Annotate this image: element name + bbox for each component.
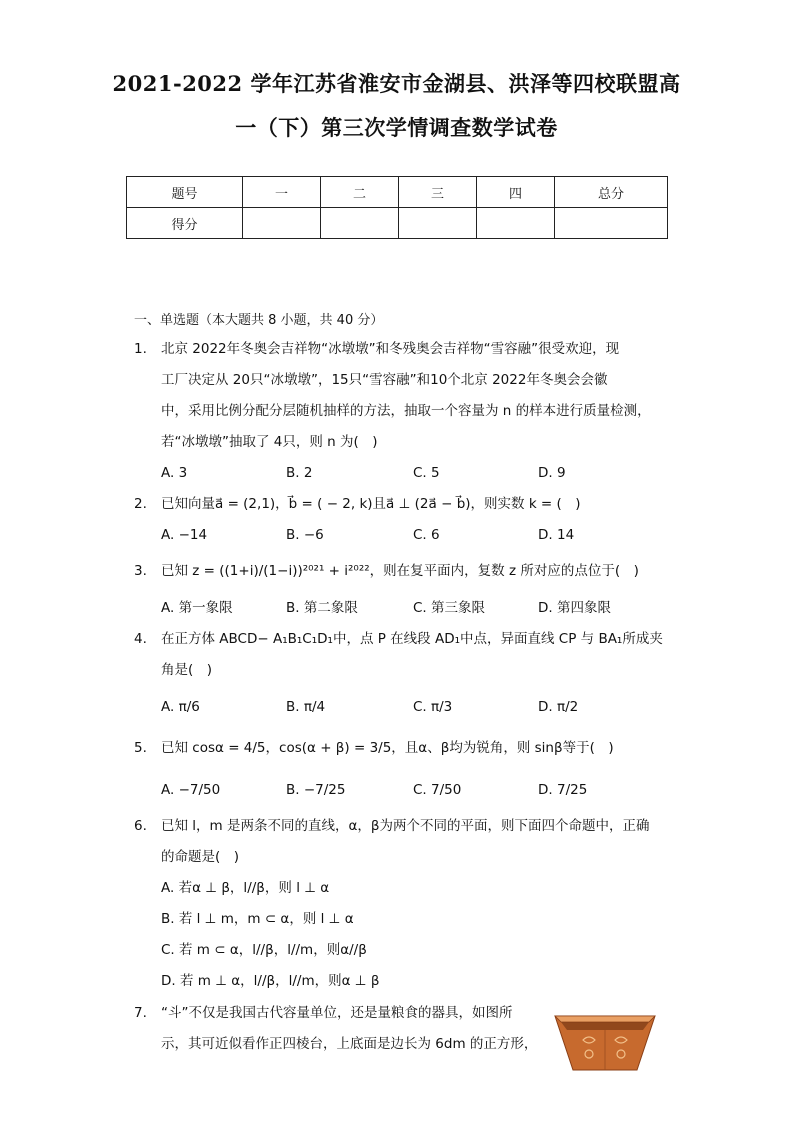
score-table-score-row — [127, 208, 668, 239]
option-a[interactable]: A. −14 — [161, 527, 208, 543]
question-text-line: 在正方体 ABCD− A₁B₁C₁D₁中，点 P 在线段 AD₁中点，异面直线 CP 与 BA₁所成夹 — [161, 631, 663, 647]
question-number: 3. — [134, 563, 147, 579]
option-b[interactable]: B. 第二象限 — [286, 600, 358, 616]
question-text-line: 示，其可近似看作正四棱台，上底面是边长为 6dm 的正方形， — [161, 1036, 538, 1052]
exam-title-line-2: 一（下）第三次学情调查数学试卷 — [235, 115, 558, 140]
score-header-cell: 总分 — [555, 177, 668, 208]
score-row-label: 得分 — [127, 208, 243, 239]
score-cell[interactable] — [321, 208, 399, 239]
option-b[interactable]: B. π/4 — [286, 699, 326, 715]
question-number: 1. — [134, 341, 147, 357]
score-cell[interactable] — [555, 208, 668, 239]
option-a[interactable]: A. −7/50 — [161, 782, 221, 798]
question-text-line: 的命题是( ) — [161, 849, 240, 865]
answer-options — [161, 775, 666, 805]
option-c[interactable]: C. 第三象限 — [413, 600, 486, 616]
section-heading: 一、单选题（本大题共 8 小题，共 40 分） — [134, 313, 384, 328]
option-c[interactable]: C. 7/50 — [413, 782, 462, 798]
option-d[interactable]: D. 第四象限 — [538, 600, 611, 616]
question-number: 4. — [134, 631, 147, 647]
score-cell[interactable] — [399, 208, 477, 239]
option-b[interactable]: B. −7/25 — [286, 782, 346, 798]
answer-options — [161, 692, 666, 722]
score-table-header-row — [127, 177, 668, 208]
option-a[interactable]: A. 3 — [161, 465, 188, 481]
score-header-cell: 题号 — [127, 177, 243, 208]
option-d[interactable]: D. 9 — [538, 465, 566, 481]
option-d[interactable]: D. 若 m ⊥ α，l//β，l//m，则α ⊥ β — [161, 973, 380, 989]
question-text-line: 角是( ) — [161, 662, 213, 678]
question-number: 5. — [134, 740, 147, 756]
question-text-line: 已知 z = ((1+i)/(1−i))²⁰²¹ + i²⁰²²，则在复平面内，复数 z 所对应的点位于( ) — [161, 563, 639, 579]
score-cell[interactable] — [243, 208, 321, 239]
score-header-cell: 一 — [243, 177, 321, 208]
option-d[interactable]: D. π/2 — [538, 699, 579, 715]
question-text-line: 已知 l，m 是两条不同的直线，α，β为两个不同的平面，则下面四个命题中，正确 — [161, 818, 650, 834]
question-text-line: 中，采用比例分配分层随机抽样的方法，抽取一个容量为 n 的样本进行质量检测， — [161, 403, 651, 419]
score-header-cell: 二 — [321, 177, 399, 208]
answer-options — [161, 593, 666, 623]
option-d[interactable]: D. 14 — [538, 527, 575, 543]
option-b[interactable]: B. 若 l ⊥ m，m ⊂ α，则 l ⊥ α — [161, 911, 354, 927]
option-a[interactable]: A. π/6 — [161, 699, 200, 715]
score-header-cell: 三 — [399, 177, 477, 208]
score-table — [126, 176, 668, 239]
question-text-line: “斗”不仅是我国古代容量单位，还是量粮食的器具，如图所 — [161, 1005, 513, 1021]
option-c[interactable]: C. 若 m ⊂ α，l//β，l//m，则α//β — [161, 942, 367, 958]
answer-options — [161, 458, 666, 488]
question-text-line: 北京 2022年冬奥会吉祥物“冰墩墩”和冬残奥会吉祥物“雪容融”很受欢迎，现 — [161, 341, 620, 357]
option-c[interactable]: C. π/3 — [413, 699, 453, 715]
question-number: 2. — [134, 496, 147, 512]
question-number: 7. — [134, 1005, 147, 1021]
option-c[interactable]: C. 5 — [413, 465, 440, 481]
question-text-line: 已知向量a⃗ = (2,1)，b⃗ = ( − 2, k)且a⃗ ⊥ (2a⃗ − b⃗)，则实数 k = ( ) — [161, 496, 581, 512]
score-header-cell: 四 — [477, 177, 555, 208]
question-text-line: 工厂决定从 20只“冰墩墩”，15只“雪容融”和10个北京 2022年冬奥会会徽 — [161, 372, 608, 388]
score-cell[interactable] — [477, 208, 555, 239]
exam-title-line-1: 2021-2022 学年江苏省淮安市金湖县、洪泽等四校联盟高 — [112, 71, 681, 96]
dou-measure-illustration — [553, 1010, 657, 1074]
question-number: 6. — [134, 818, 147, 834]
option-a[interactable]: A. 若α ⊥ β，l//β，则 l ⊥ α — [161, 880, 330, 896]
option-a[interactable]: A. 第一象限 — [161, 600, 233, 616]
question-text-line: 若“冰墩墩”抽取了 4只，则 n 为( ) — [161, 434, 378, 450]
option-b[interactable]: B. −6 — [286, 527, 324, 543]
question-text-line: 已知 cosα = 4/5，cos(α + β) = 3/5，且α、β均为锐角，则 sinβ等于( ) — [161, 740, 614, 756]
answer-options — [161, 520, 666, 550]
option-d[interactable]: D. 7/25 — [538, 782, 588, 798]
option-c[interactable]: C. 6 — [413, 527, 440, 543]
option-b[interactable]: B. 2 — [286, 465, 313, 481]
